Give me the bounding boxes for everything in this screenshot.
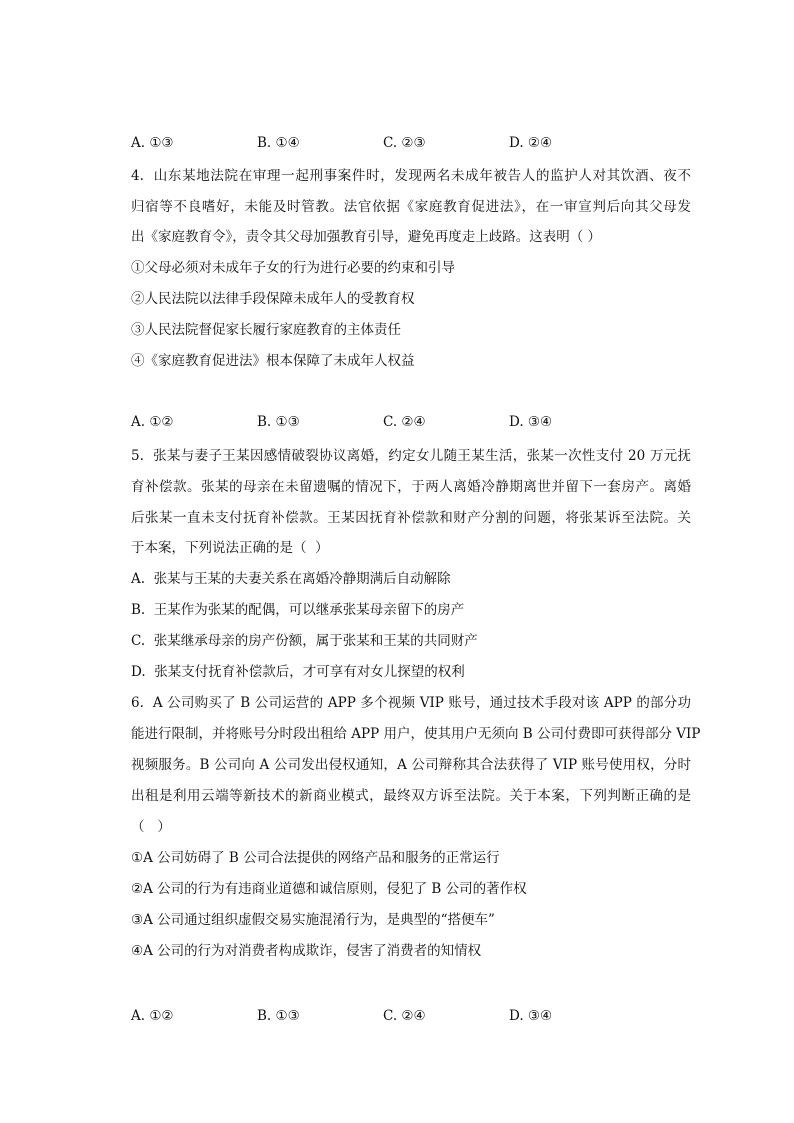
q4-option-b[interactable]: B. ①③ xyxy=(257,414,300,430)
q6-option-c[interactable]: C. ②④ xyxy=(383,1008,426,1024)
q4-option-c[interactable]: C. ②④ xyxy=(383,414,426,430)
q4-options xyxy=(131,412,691,432)
q3-option-a[interactable]: A. ①③ xyxy=(131,135,174,151)
q6-stem-line-4: 出租是利用云端等新技术的新商业模式，最终双方诉至法院。关于本案，下列判断正确的是 xyxy=(131,788,691,804)
q4-option-d[interactable]: D. ③④ xyxy=(509,414,553,430)
q5-choice-a[interactable]: A. 张某与王某的夫妻关系在离婚冷静期满后自动解除 xyxy=(131,571,451,587)
q5-choice-c[interactable]: C. 张某继承母亲的房产份额，属于张某和王某的共同财产 xyxy=(131,633,478,649)
q3-option-d[interactable]: D. ②④ xyxy=(509,135,553,151)
q5-choice-d[interactable]: D. 张某支付抚育补偿款后，才可享有对女儿探望的权利 xyxy=(131,664,465,680)
q6-stem-line-1: 6. A 公司购买了 B 公司运营的 APP 多个视频 VIP 账号，通过技术手段对该 APP 的部分功 xyxy=(131,695,691,711)
q3-option-b[interactable]: B. ①④ xyxy=(257,135,300,151)
q4-statement-2: ②人民法院以法律手段保障未成年人的受教育权 xyxy=(131,291,415,307)
q6-stem-line-2: 能进行限制，并将账号分时段出租给 APP 用户，使其用户无须向 B 公司付费即可获得部分 VIP xyxy=(131,726,701,742)
q5-stem-line-4: 于本案，下列说法正确的是（ ） xyxy=(131,540,329,556)
q4-statement-1: ①父母必须对未成年子女的行为进行必要的约束和引导 xyxy=(131,260,455,276)
q5-choice-b[interactable]: B. 王某作为张某的配偶，可以继承张某母亲留下的房产 xyxy=(131,602,465,618)
q6-stem-line-3: 视频服务。B 公司向 A 公司发出侵权通知，A 公司辩称其合法获得了 VIP 账号使用权，分时 xyxy=(131,757,691,773)
q4-stem-line-1: 4. 山东某地法院在审理一起刑事案件时，发现两名未成年被告人的监护人对其饮酒、夜不 xyxy=(131,168,691,184)
q6-statement-4: ④A 公司的行为对消费者构成欺诈，侵害了消费者的知情权 xyxy=(131,943,482,959)
q5-stem-line-2: 育补偿款。张某的母亲在未留遗嘱的情况下，于两人离婚冷静期离世并留下一套房产。离婚 xyxy=(131,479,691,495)
q5-stem-line-3: 后张某一直未支付抚育补偿款。王某因抚育补偿款和财产分割的问题，将张某诉至法院。关 xyxy=(131,510,691,526)
q6-options xyxy=(131,1006,691,1026)
q6-option-b[interactable]: B. ①③ xyxy=(257,1008,300,1024)
q4-stem-line-2: 归宿等不良嗜好，未能及时管教。法官依据《家庭教育促进法》，在一审宣判后向其父母发 xyxy=(131,199,691,215)
q4-option-a[interactable]: A. ①② xyxy=(131,414,174,430)
q6-statement-2: ②A 公司的行为有违商业道德和诚信原则，侵犯了 B 公司的著作权 xyxy=(131,881,527,897)
q4-statement-4: ④《家庭教育促进法》根本保障了未成年人权益 xyxy=(131,353,415,369)
q3-options xyxy=(131,133,691,153)
q4-statement-3: ③人民法院督促家长履行家庭教育的主体责任 xyxy=(131,322,401,338)
q6-statement-3: ③A 公司通过组织虚假交易实施混淆行为，是典型的“搭便车” xyxy=(131,912,495,928)
q4-stem-line-3: 出《家庭教育令》，责令其父母加强教育引导，避免再度走上歧路。这表明（ ） xyxy=(131,229,602,245)
q5-stem-line-1: 5. 张某与妻子王某因感情破裂协议离婚，约定女儿随王某生活，张某一次性支付 20 万元抚 xyxy=(131,448,691,464)
q6-statement-1: ①A 公司妨碍了 B 公司合法提供的网络产品和服务的正常运行 xyxy=(131,850,500,866)
q6-stem-line-5: （ ） xyxy=(131,819,171,835)
q3-option-c[interactable]: C. ②③ xyxy=(383,135,426,151)
q6-option-d[interactable]: D. ③④ xyxy=(509,1008,553,1024)
q6-option-a[interactable]: A. ①② xyxy=(131,1008,174,1024)
